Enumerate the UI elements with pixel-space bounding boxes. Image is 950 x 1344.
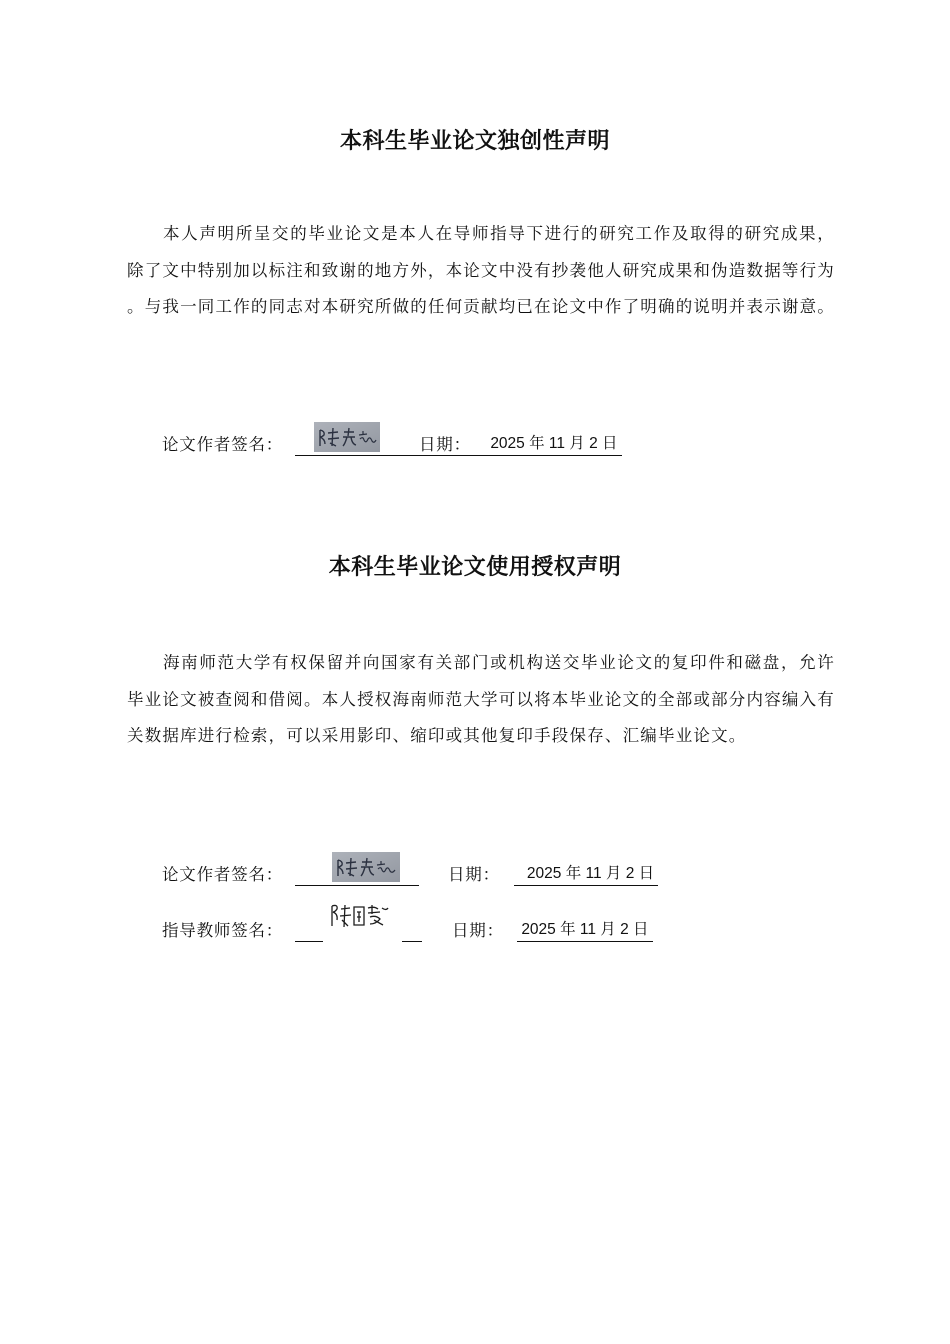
authorization-title: 本科生毕业论文使用授权声明	[328, 555, 622, 580]
author-signature-label: 论文作者签名：	[162, 435, 284, 454]
author-signature-image	[332, 852, 400, 882]
advisor-signature-line-left	[295, 919, 323, 942]
authorization-paragraph-text: 海南师范大学有权保留并向国家有关部门或机构送交毕业论文的复印件和磁盘，允许毕业论文被查阅和借阅。本人授权海南师范大学可以将本毕业论文的全部或部分内容编入有关数据库进行检索，可以采用影印、缩印或其他复印手段保存、汇编毕业论文。	[127, 653, 835, 745]
date-value	[486, 433, 622, 456]
originality-paragraph	[127, 216, 835, 326]
author-signature-image	[314, 422, 380, 452]
date-label: 日期：	[448, 865, 500, 884]
originality-paragraph-text: 本人声明所呈交的毕业论文是本人在导师指导下进行的研究工作及取得的研究成果，除了文中特别加以标注和致谢的地方外，本论文中没有抄袭他人研究成果和伪造数据等行为 。与我一同工作的同志对本研究所做的任何贡献均已在论文中作了明确的说明并表示谢意。	[127, 224, 835, 316]
authorization-paragraph	[127, 645, 835, 755]
date-label: 日期：	[419, 435, 471, 454]
date-label: 日期：	[452, 921, 504, 940]
date-value-text: 2025 年 11 月 2 日	[526, 865, 655, 882]
date-value	[517, 919, 653, 942]
date-value	[514, 863, 658, 886]
originality-signature-row	[162, 426, 682, 456]
authorization-author-row	[162, 856, 722, 886]
advisor-signature-image	[328, 900, 396, 932]
advisor-signature-label: 指导教师签名：	[162, 921, 284, 940]
advisor-signature-line-right	[402, 919, 422, 942]
author-signature-label: 论文作者签名：	[162, 865, 284, 884]
date-value-text: 2025 年 11 月 2 日	[521, 921, 649, 938]
date-value-text: 2025 年 11 月 2 日	[490, 435, 618, 452]
originality-title: 本科生毕业论文独创性声明	[339, 129, 610, 154]
authorization-advisor-row	[162, 912, 722, 942]
